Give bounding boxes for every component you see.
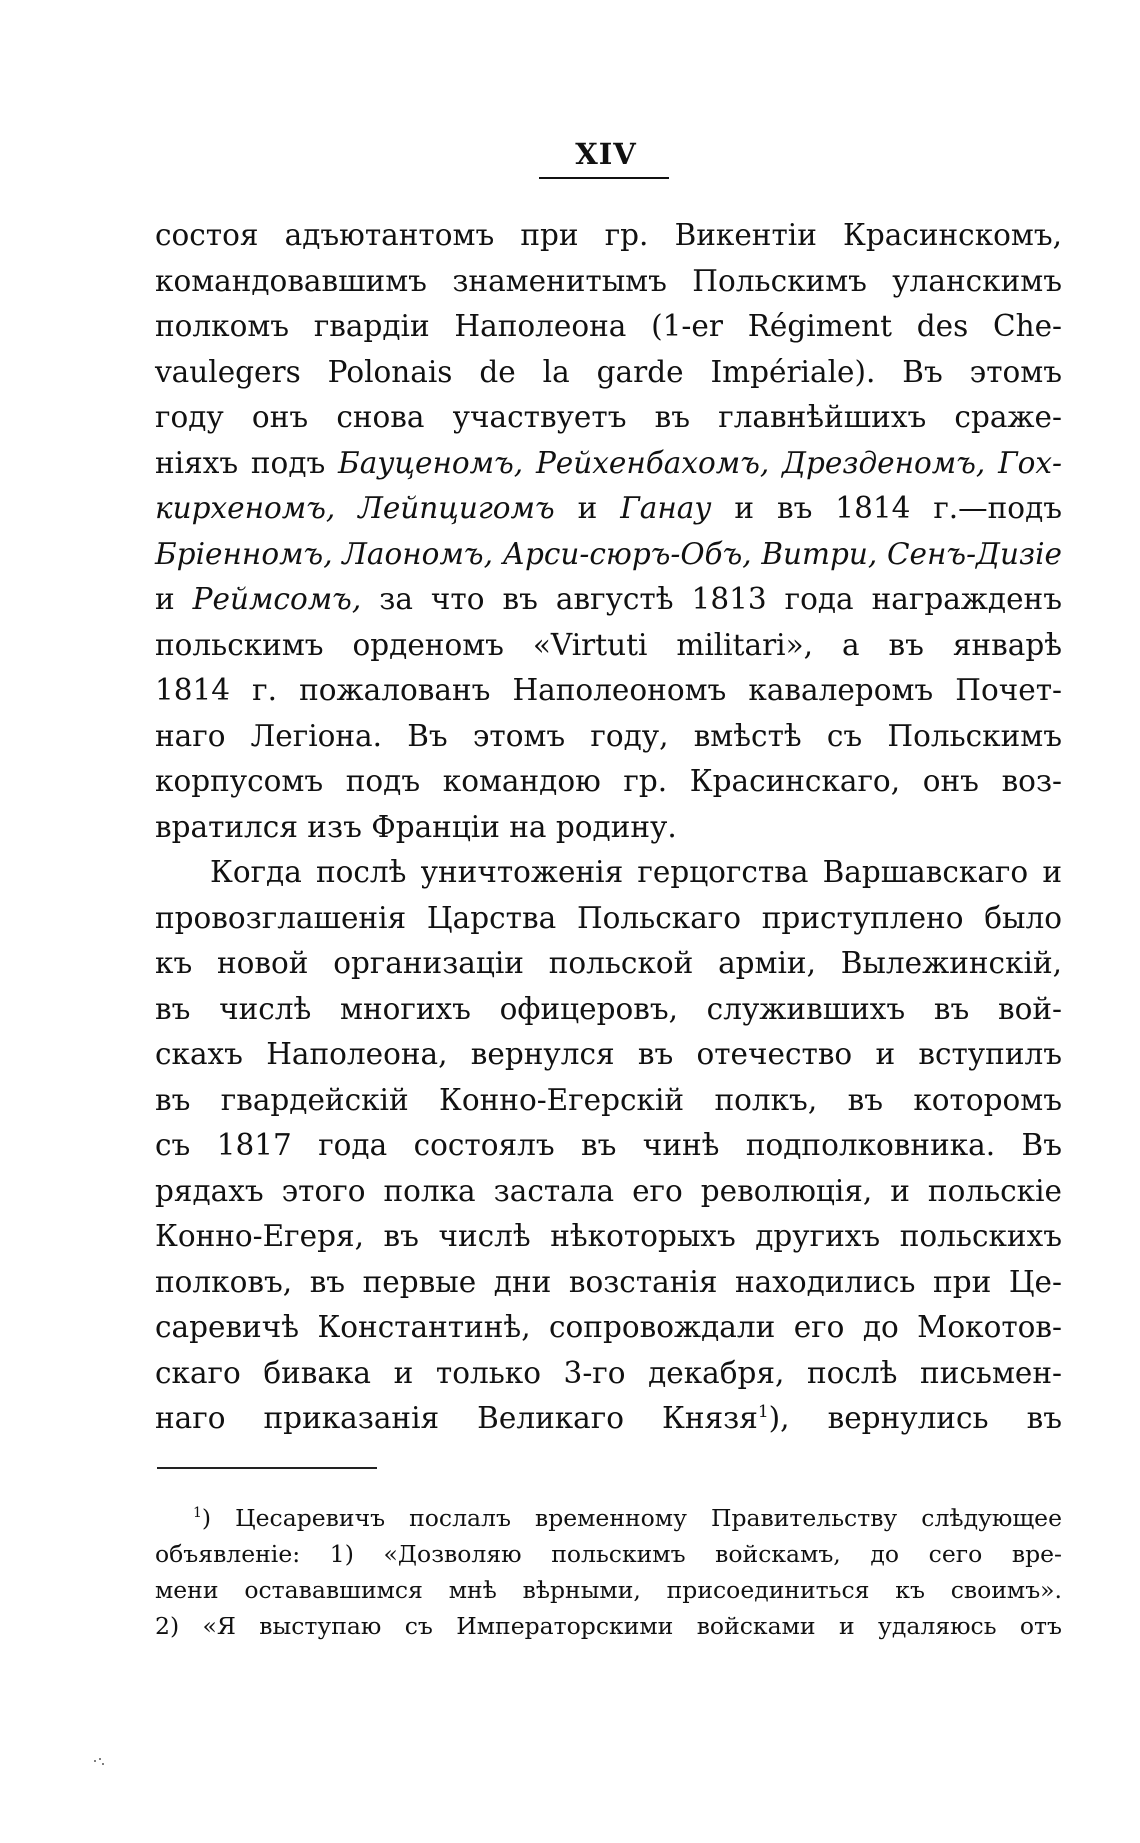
text-line: польскимъ орденомъ «Virtuti militari», а въ январѣ [155,627,1062,662]
text-line: полкомъ гвардіи Наполеона (1-er Régiment des Che- [155,309,1062,343]
text-line-with-footnote-ref [155,1396,1062,1442]
text-segment: наго приказанія Великаго Князя [155,1401,758,1435]
footnote-text: ) Цесаревичъ послалъ временному Правительству слѣдующее [201,1504,1062,1532]
footnote-line: объявленіе: 1) «Дозволяю польскимъ войскамъ, до сего вре- [155,1540,1062,1568]
footnotes [155,1500,1062,1644]
text-line: наго Легіона. Въ этомъ году, вмѣстѣ съ Польскимъ [155,718,1062,753]
text-line: скаго бивака и только 3-го декабря, послѣ письмен- [155,1355,1062,1390]
text-line: vaulegers Polonais de la garde Impériale). Въ этомъ [155,354,1062,389]
text-line: съ 1817 года состоялъ въ чинѣ подполковника. Въ [155,1128,1062,1162]
italic-place-names: Бріенномъ, Лаономъ, Арси-сюръ-Объ, Витри, Сенъ-Дизіе [155,536,1062,571]
text-line: корпусомъ подъ командою гр. Красинскаго, онъ воз- [155,764,1062,798]
text-line: полковъ, въ первые дни возстанія находились при Це- [155,1264,1062,1299]
page-number: XIV [575,137,637,171]
text-line: скахъ Наполеона, вернулся въ отечество и вступилъ [155,1037,1062,1071]
text-line-paragraph-start: Когда послѣ уничтоженія герцогства Варшавскаго и [210,855,1062,889]
italic-place-name: Ганау [620,491,712,525]
footnote-line: 2) «Я выступаю съ Императорскими войсками и удаляюсь отъ [155,1612,1062,1640]
text-line-italic-places [155,532,1062,578]
text-line: къ новой организаціи польской арміи, Вылежинскій, [155,946,1062,980]
page-number-rule [539,177,669,179]
text-line: Конно-Егеря, въ числѣ нѣкоторыхъ другихъ польскихъ [155,1219,1062,1253]
text-line: въ числѣ многихъ офицеровъ, служившихъ въ вой- [155,991,1062,1026]
paper-specks [94,1758,104,1768]
text-line: командовавшимъ знаменитымъ Польскимъ уланскимъ [155,263,1062,298]
footnote-separator [157,1467,377,1469]
text-line: вратился изъ Франціи на родину. [155,809,677,844]
footnote-marker: 1 [757,1402,769,1422]
footnote-line [155,1500,1062,1536]
text-line: въ гвардейскій Конно-Егерскій полкъ, въ которомъ [155,1082,1062,1117]
italic-place-name: Реймсомъ, [192,582,362,616]
text-line: саревичѣ Константинѣ, сопровождали его до Мокотов- [155,1310,1062,1344]
text-line: рядахъ этого полка застала его революція, и польскіе [155,1173,1062,1208]
text-line: году онъ снова участвуетъ въ главнѣйшихъ сраже- [155,400,1062,434]
footnote-line: мени остававшимся мнѣ вѣрными, присоединиться къ своимъ». [155,1576,1062,1604]
text-line: состоя адъютантомъ при гр. Викентіи Красинскомъ, [155,218,1062,252]
text-line-italic-places: ніяхъ подъ Бауценомъ, Рейхенбахомъ, Дрезденомъ, Гох- [155,445,1062,480]
italic-place-names: кирхеномъ, Лейпцигомъ [155,491,555,525]
text-line: 1814 г. пожалованъ Наполеономъ кавалеромъ Почет- [155,673,1062,707]
text-line-italic-places: кирхеномъ, Лейпцигомъ и Ганау и въ 1814 г.—подъ [155,491,1063,525]
italic-place-names: Бауценомъ, Рейхенбахомъ, Дрезденомъ, Гох- [338,445,1062,480]
text-line: провозглашенія Царства Польскаго приступлено было [155,900,1062,935]
main-text [155,213,1062,1442]
text-segment: ), вернулись въ [768,1401,1062,1435]
footnote-number: 1 [193,1505,202,1521]
text-line-italic-places: и Реймсомъ, за что въ августѣ 1813 года награжденъ [155,582,1062,616]
